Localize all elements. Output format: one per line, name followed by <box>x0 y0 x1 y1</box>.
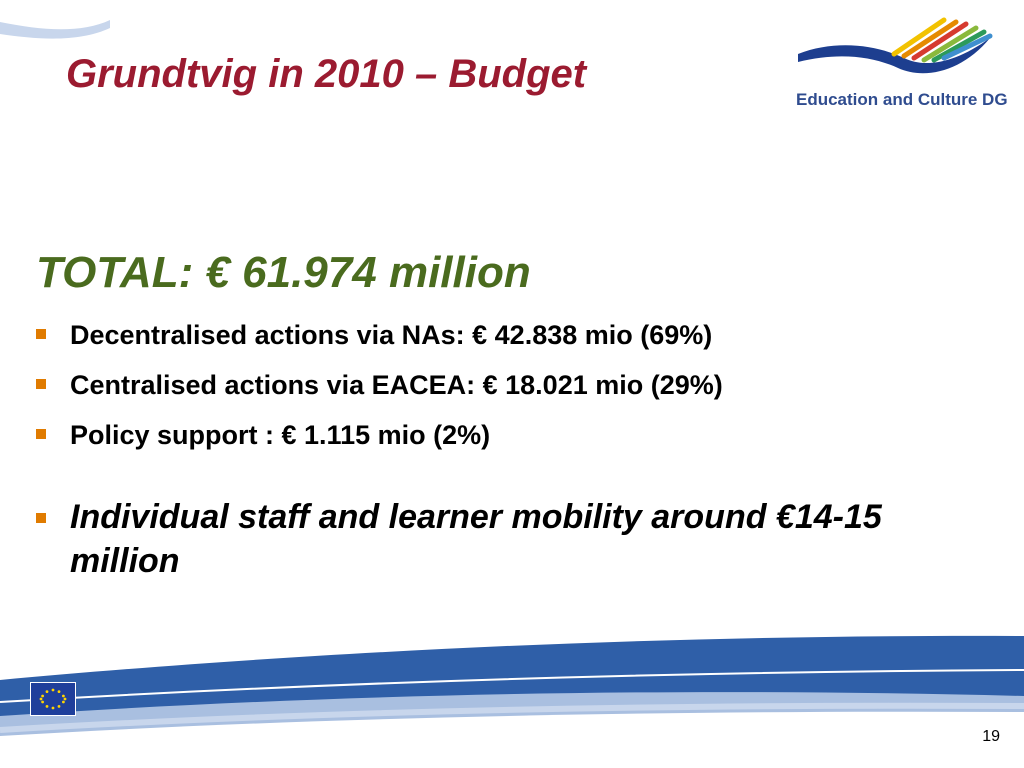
page-number: 19 <box>982 728 1000 745</box>
bottom-wave-band <box>0 626 1024 768</box>
list-item <box>36 315 996 355</box>
slide-title: Grundtvig in 2010 – Budget <box>66 52 587 96</box>
square-bullet-icon <box>36 513 46 523</box>
bullet-text: Individual staff and learner mobility around €14-15 million <box>70 498 882 580</box>
eu-flag-icon <box>30 682 76 716</box>
square-bullet-icon <box>36 379 46 389</box>
bullet-text: Decentralised actions via NAs: € 42.838 mio (69%) <box>70 320 713 350</box>
logo-text: Education and Culture DG <box>796 90 1008 109</box>
dg-logo-icon <box>794 14 994 86</box>
square-bullet-icon <box>36 329 46 339</box>
bullet-text: Centralised actions via EACEA: € 18.021 mio (29%) <box>70 370 723 400</box>
dg-logo <box>790 14 1010 114</box>
bullet-text: Policy support : € 1.115 mio (2%) <box>70 420 491 450</box>
total-heading: TOTAL: € 61.974 million <box>36 248 531 297</box>
bullet-list <box>36 315 996 593</box>
list-item <box>36 365 996 405</box>
list-item <box>36 415 996 455</box>
list-item <box>36 495 950 583</box>
square-bullet-icon <box>36 429 46 439</box>
